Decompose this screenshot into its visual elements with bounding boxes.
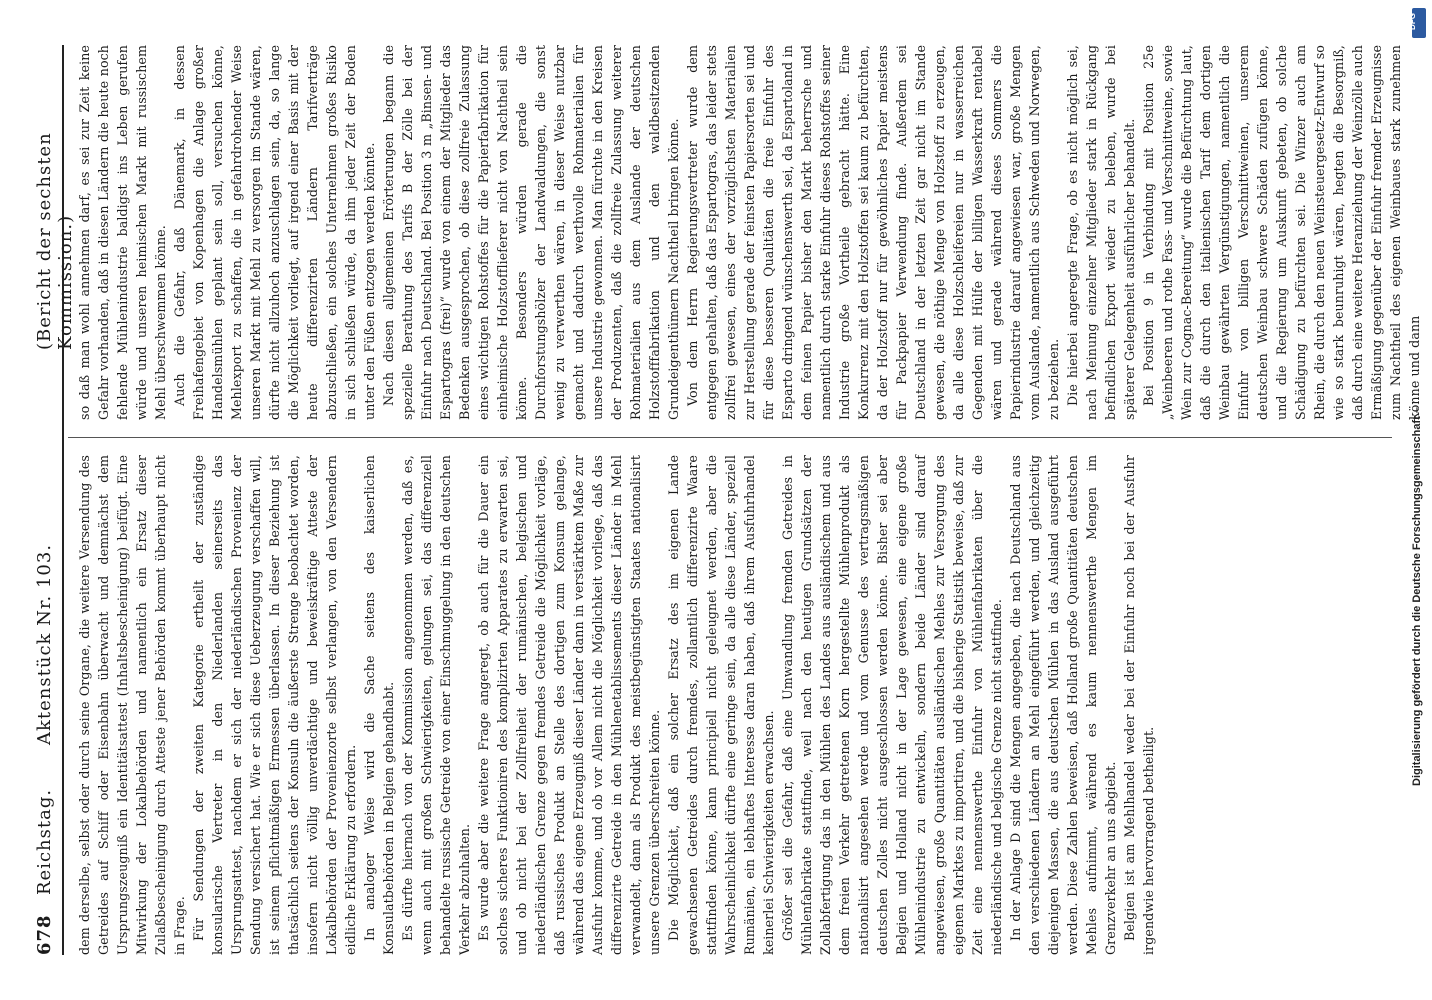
header-rule [62, 45, 64, 955]
paragraph: Die Möglichkeit, daß ein solcher Ersatz des im eigenen Lande gewachsenen Getreides durch fremdes, zollamtlich differenzirte Waare stattfinden könne, kann principiell nicht geleugnet werden, aber die Wahrscheinlichkeit dürfte eine geringe sein, da alle diese Länder, speziell Rumänien, ein lebhaftes Interesse daran haben, daß ihrem Ausfuhrhandel keinerlei Schwierigkeiten erwachsen. [666, 455, 776, 955]
paragraph: Für Sendungen der zweiten Kategorie ertheilt der zuständige konsularische Vertreter in den Niederlanden seinerseits das Ursprungsattest, nachdem er sich der niederländischen Provenienz der Sendung versichert hat. Wie er sich diese Ueberzeugung verschaffen will, ist seinem pflichtmäßigen Ermessen überlassen. In dieser Beziehung ist thatsächlich seitens der Konsuln die äußerste Strenge beobachtet worden, insofern nicht völlig unverdächtige und beweiskräftige Atteste der Lokalbehörden der Provenienzorte selbst verlangen, von den Versendern eidliche Erklärung zu erfordern. [191, 455, 358, 955]
paragraph: Es wurde aber die weitere Frage angeregt, ob auch für die Dauer ein solches sicheres Funktioniren des komplizirten Apparates zu erwarten sei, und ob nicht bei der Zollfreiheit der rumänischen, belgischen und niederländischen Grenze gegen fremdes Getreide die Möglichkeit vorläge, daß russisches Produkt an Stelle des dortigen zum Konsum gelange, während das eigene Erzeugniß dieser Länder dann in verstärktem Maße zur Ausfuhr komme, und ob vor Allem nicht die Möglichkeit vorliege, daß das differenzirte Getreide in den Mühlenetablissements dieser Länder in Mehl verwandelt, dann als Produkt des meistbegünstigten Staates nationalisirt unsere Grenzen überschreiten könne. [476, 455, 662, 955]
dfg-logo [1407, 8, 1426, 38]
digitization-watermark [1406, 6, 1428, 786]
page-header [30, 45, 76, 955]
dfg-logo-text: DFG [1407, 13, 1417, 30]
section-title: (Bericht der sechsten Kommission.) [34, 132, 76, 350]
watermark-text: Digitalisierung gefördert durch die Deutsche Forschungsgemeinschaft – [1411, 407, 1423, 786]
paragraph: In analoger Weise wird die Sache seitens des kaiserlichen Konsulatbehörden in Belgien gehandhabt. [362, 455, 396, 955]
running-title: Reichstag. [34, 788, 55, 895]
paragraph: Auch die Gefahr, daß Dänemark, in dessen Freihafengebiet von Kopenhagen die Anlage großer Handelsmühlen geplant sein soll, versuchen könne, Mehlexport zu schaffen, die in gefahrdrohender Weise unseren Markt mit Mehl zu versorgen im Stande wären, dürfte nicht allzuhoch anzuschlagen sein, da, so lange die Möglichkeit vorliegt, auf irgend einer Basis mit der heute differenzirten Ländern Tarifverträge abzuschließen, ein solches Unternehmen großes Risiko in sich schließen würde, da ihm jeder Zeit der Boden unter den Füßen entzogen werden könnte. [172, 45, 377, 420]
left-column [75, 455, 1392, 955]
paragraph: Nach diesen allgemeinen Erörterungen begann die spezielle Berathung des Tarifs B der Zölle bei der Einfuhr nach Deutschland. Bei Position 3 m „Binsen- und Espartogras (frei)“ wurde von einem der Mitglieder das Bedenken ausgesprochen, ob diese zollfreie Zulassung eines wichtigen Rohstoffes für die Papierfabrikation für einheimische Holzstofflieferer nicht von Nachtheil sein könne. Besonders würden gerade die Durchforstungshölzer der Landwaldungen, die sonst wenig zu verwerthen wären, in dieser Weise nutzbar gemacht und dadurch werthvolle Rohmaterialien für unsere Industrie gewonnen. Man fürchte in den Kreisen der Produzenten, daß die zollfreie Zulassung weiterer Rohmaterialien aus dem Auslande der deutschen Holzstofffabrikation und den waldbesitzenden Grundeigenthümern Nachtheil bringen könne. [381, 45, 681, 420]
paragraph: Es dürfte hiernach von der Kommission angenommen werden, daß es, wenn auch mit großen Schwierigkeiten, gelungen sei, das differenziell behandelte russische Getreide von einer Einschmuggelung in den deutschen Verkehr abzuhalten. [400, 455, 472, 955]
paragraph: Belgien ist am Mehlhandel weder bei der Einfuhr noch bei der Ausfuhr irgendwie hervorragend betheiligt. [1122, 455, 1156, 955]
paragraph: so daß man wohl annehmen darf, es sei zur Zeit keine Gefahr vorhanden, daß in diesen Ländern die heute noch fehlende Mühlenindustrie baldigst ins Leben gerufen würde und unseren heimischen Markt mit russischem Mehl überschwemmen könne. [77, 45, 168, 420]
page-number: 678 [34, 914, 55, 955]
paragraph: Von dem Herrn Regierungsvertreter wurde dem entgegen gehalten, daß das Espartogras, das leider stets zollfrei gewesen, eines der vorzüglichsten Materialien zur Herstellung gerade der feinsten Papiersorten sei und für diese besseren Qualitäten die freie Einfuhr des Esparto dringend wünschenswerth sei, da Espartoland in dem feinen Papier bisher den Markt beherrsche und namentlich durch starke Einfuhr dieses Rohstoffes seiner Industrie große Vortheile gebracht hätte. Eine Konkurrenz mit den Holzstoffen sei kaum zu befürchten, da der Holzstoff nur für gewöhnliches Papier meistens für Packpapier Verwendung finde. Außerdem sei Deutschland in der letzten Zeit gar nicht im Stande gewesen, die nöthige Menge von Holzstoff zu erzeugen, da alle diese Holzschleifereien nur in wasserreichen Gegenden mit Hülfe der billigen Wasserkraft rentabel wären und gerade während dieses Sommers die Papierindustrie darauf angewiesen war, große Mengen vom Auslande, namentlich aus Schweden und Norwegen, zu beziehen. [685, 45, 1061, 420]
paragraph: Bei Position 9 in Verbindung mit Position 25e „Weinbeeren und rothe Fass- und Verschnittweine, sowie Wein zur Cognac-Bereitung“ wurde die Befürchtung laut, daß die durch den italienischen Tarif dem dortigen Weinbau gewährten Vergünstigungen, namentlich die Einfuhr von billigen Verschnittweinen, unserem deutschen Weinbau schwere Schäden zufügen könne, und die Regierung um Auskunft gebeten, ob solche Schädigung zu befürchten sei. Die Winzer auch am Rhein, die durch den neuen Weinsteuergesetz-Entwurf so wie so stark beunruhigt wären, hegten die Besorgniß, daß durch eine weitere Heranziehung der Weinzölle auch Ermäßigung gegenüber der Einfuhr fremder Erzeugnisse zum Nachtheil des eigenen Weinbaues stark zunehmen könne und dann [1141, 45, 1422, 420]
document-number: Aktenstück Nr. 103. [34, 543, 55, 745]
paragraph: Die hierbei angeregte Frage, ob es nicht möglich sei, nach Meinung einzelner Mitglieder stark in Rückgang befindlichen Export wieder zu beleben, wurde bei späterer Gelegenheit ausführlicher behandelt. [1065, 45, 1137, 420]
column-divider [68, 437, 1392, 438]
right-column [75, 45, 1422, 420]
paragraph: In der Anlage D sind die Mengen angegeben, die nach Deutschland aus den verschiedenen Ländern an Mehl eingeführt werden, und gleichzeitig diejenigen Massen, die aus deutschen Mühlen in das Ausland ausgeführt werden. Diese Zahlen beweisen, daß Holland große Quantitäten deutschen Mehles aufnimmt, während es kaum nennenswerthe Mengen im Grenzverkehr an uns abgiebt. [1008, 455, 1118, 955]
paragraph: Größer sei die Gefahr, daß eine Umwandlung fremden Getreides in Mühlenfabrikate stattfinde, weil nach den heutigen Grundsätzen der Zollabfertigung das in den Mühlen des Landes aus ausländischem und aus dem freien Verkehr getretenen Korn hergestellte Mühlenprodukt als nationalisirt angesehen werde und vom Genusse des vertragsmäßigen deutschen Zolles nicht ausgeschlossen werden könne. Bisher sei aber Belgien und Holland nicht in der Lage gewesen, eine eigene große Mühlenindustrie zu entwickeln, sondern beide Länder sind darauf angewiesen, große Quantitäten ausländischen Mehles zur Versorgung des eigenen Marktes zu importiren, und die bisherige Statistik beweise, daß zur Zeit eine nennenswerthe Einfuhr von Mühlenfabrikaten über die niederländische und belgische Grenze nicht stattfinde. [780, 455, 1004, 955]
paragraph: dem derselbe, selbst oder durch seine Organe, die weitere Versendung des Getreides auf Schiff oder Eisenbahn überwacht und demnächst dem Ursprungszeugniß ein Identitätsattest (Inhaltsbescheinigung) beifügt. Eine Mitwirkung der Lokalbehörden und namentlich ein Ersatz dieser Zulaßbescheinigung durch Atteste jener Behörden kommt überhaupt nicht in Frage. [77, 455, 187, 955]
